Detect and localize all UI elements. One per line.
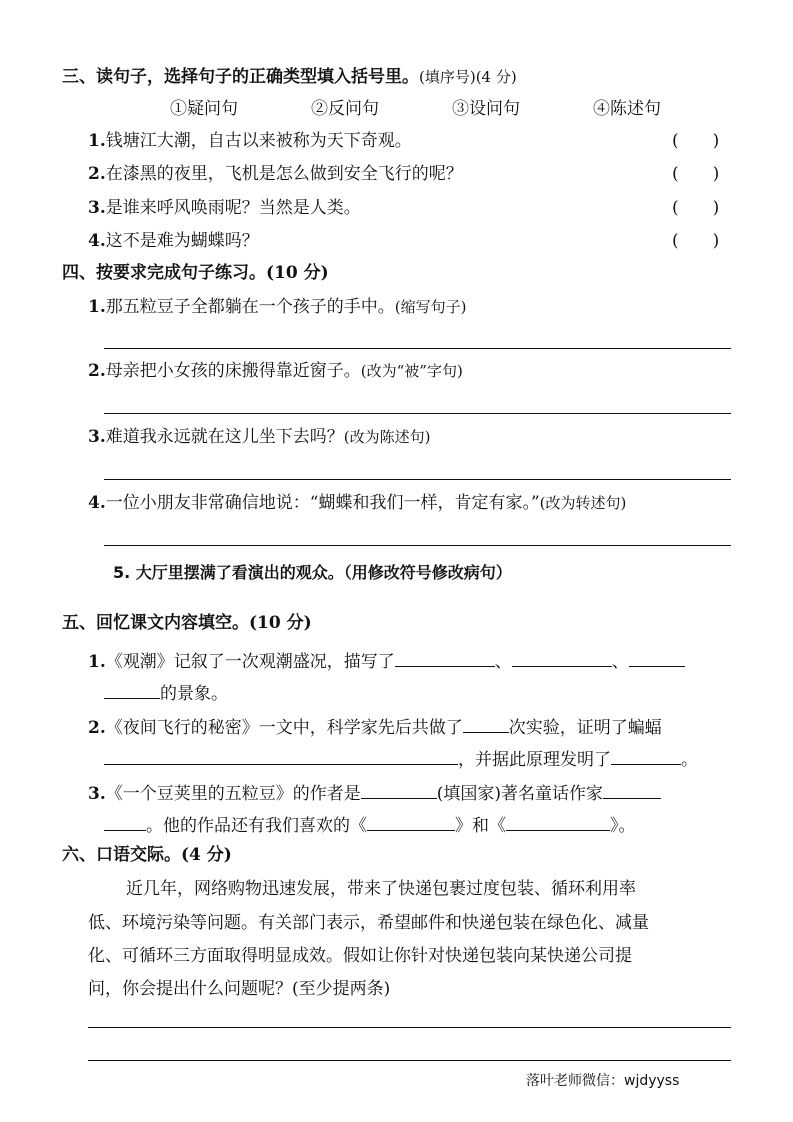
s5-q3-line2: 。他的作品还有我们喜欢的《 》和《 》。 — [104, 812, 636, 837]
footer-wechat-note: 落叶老师微信：wjdyyss — [526, 1073, 680, 1089]
s6-para-line-4: 问，你会提出什么问题呢？(至少提两条) — [88, 979, 391, 999]
s6-answer-line-2[interactable] — [88, 1060, 731, 1061]
section-3-heading — [62, 66, 517, 88]
s3-item-2: 2.在漆黑的夜里，飞机是怎么做到安全飞行的呢？ — [88, 164, 463, 184]
answer-line-2[interactable] — [104, 413, 731, 414]
section-5-title: 五、回忆课文内容填空。(10 分) — [62, 613, 312, 633]
s6-para-line-3: 化、可循环三方面取得明显成效。假如让你针对快递包装向某快递公司提 — [88, 946, 632, 966]
s5-q1-line2: 的景象。 — [104, 680, 228, 705]
s5-q1-line1: 1.《观潮》记叙了一次观潮盛况，描写了 、 、 — [88, 648, 685, 673]
answer-paren-4[interactable]: ( ) — [672, 231, 720, 251]
s5-q3-line1: 3.《一个豆荚里的五粒豆》的作者是 (填国家)著名童话作家 — [88, 780, 661, 805]
blank-q3-1[interactable] — [361, 780, 437, 799]
blank-q2-2[interactable] — [104, 746, 458, 765]
blank-q3-3[interactable] — [367, 812, 455, 831]
option-3: ③设问句 — [452, 99, 520, 119]
answer-paren-3[interactable]: ( ) — [672, 198, 720, 218]
answer-line-4[interactable] — [104, 545, 731, 546]
section-3-note: (填序号)(4 分) — [419, 68, 517, 86]
blank-q1-1[interactable] — [395, 648, 495, 667]
sentence-type-options — [170, 98, 661, 120]
blank-q1-3b[interactable] — [104, 680, 160, 699]
blank-q1-2[interactable] — [512, 648, 612, 667]
blank-q1-3a[interactable] — [629, 648, 685, 667]
answer-paren-2[interactable]: ( ) — [672, 164, 720, 184]
answer-paren-1[interactable]: ( ) — [672, 131, 720, 151]
section-6-title: 六、口语交际。(4 分) — [62, 845, 232, 865]
blank-q2-3[interactable] — [611, 746, 681, 765]
s3-item-4: 4.这不是难为蝴蝶吗？ — [88, 231, 259, 251]
blank-q3-2a[interactable] — [603, 780, 661, 799]
option-2: ②反问句 — [311, 99, 379, 119]
s6-para-line-1: 近几年，网络购物迅速发展，带来了快递包裹过度包装、循环利用率 — [126, 879, 636, 899]
s4-item-2: 2.母亲把小女孩的床搬得靠近窗子。(改为“被”字句) — [88, 361, 463, 381]
option-1: ①疑问句 — [170, 99, 238, 119]
s4-item-1: 1.那五粒豆子全都躺在一个孩子的手中。(缩写句子) — [88, 297, 467, 317]
s4-item-5: 5. 大厅里摆满了看演出的观众。（用修改符号修改病句） — [113, 563, 512, 582]
s4-item-4: 4.一位小朋友非常确信地说：“蝴蝶和我们一样，肯定有家。”(改为转述句) — [88, 493, 627, 513]
s6-answer-line-1[interactable] — [88, 1027, 731, 1028]
answer-line-1[interactable] — [104, 348, 731, 349]
s5-q2-line1: 2.《夜间飞行的秘密》一文中，科学家先后共做了 次实验，证明了蝙蝠 — [88, 714, 662, 739]
section-3-title: 三、读句子，选择句子的正确类型填入括号里。 — [62, 67, 419, 87]
s3-item-1: 1.钱塘江大潮，自古以来被称为天下奇观。 — [88, 131, 412, 151]
s4-item-3: 3.难道我永远就在这儿坐下去吗？(改为陈述句) — [88, 427, 431, 447]
answer-line-3[interactable] — [104, 479, 731, 480]
s5-q2-line2: ，并据此原理发明了 。 — [104, 746, 698, 771]
blank-q2-1[interactable] — [463, 714, 509, 733]
option-4: ④陈述句 — [593, 99, 661, 119]
s6-para-line-2: 低、环境污染等问题。有关部门表示，希望邮件和快递包装在绿色化、减量 — [88, 913, 649, 933]
blank-q3-4[interactable] — [506, 812, 610, 831]
s3-item-3: 3.是谁来呼风唤雨呢？当然是人类。 — [88, 198, 361, 218]
section-4-title: 四、按要求完成句子练习。(10 分) — [62, 263, 329, 283]
blank-q3-2b[interactable] — [104, 812, 146, 831]
